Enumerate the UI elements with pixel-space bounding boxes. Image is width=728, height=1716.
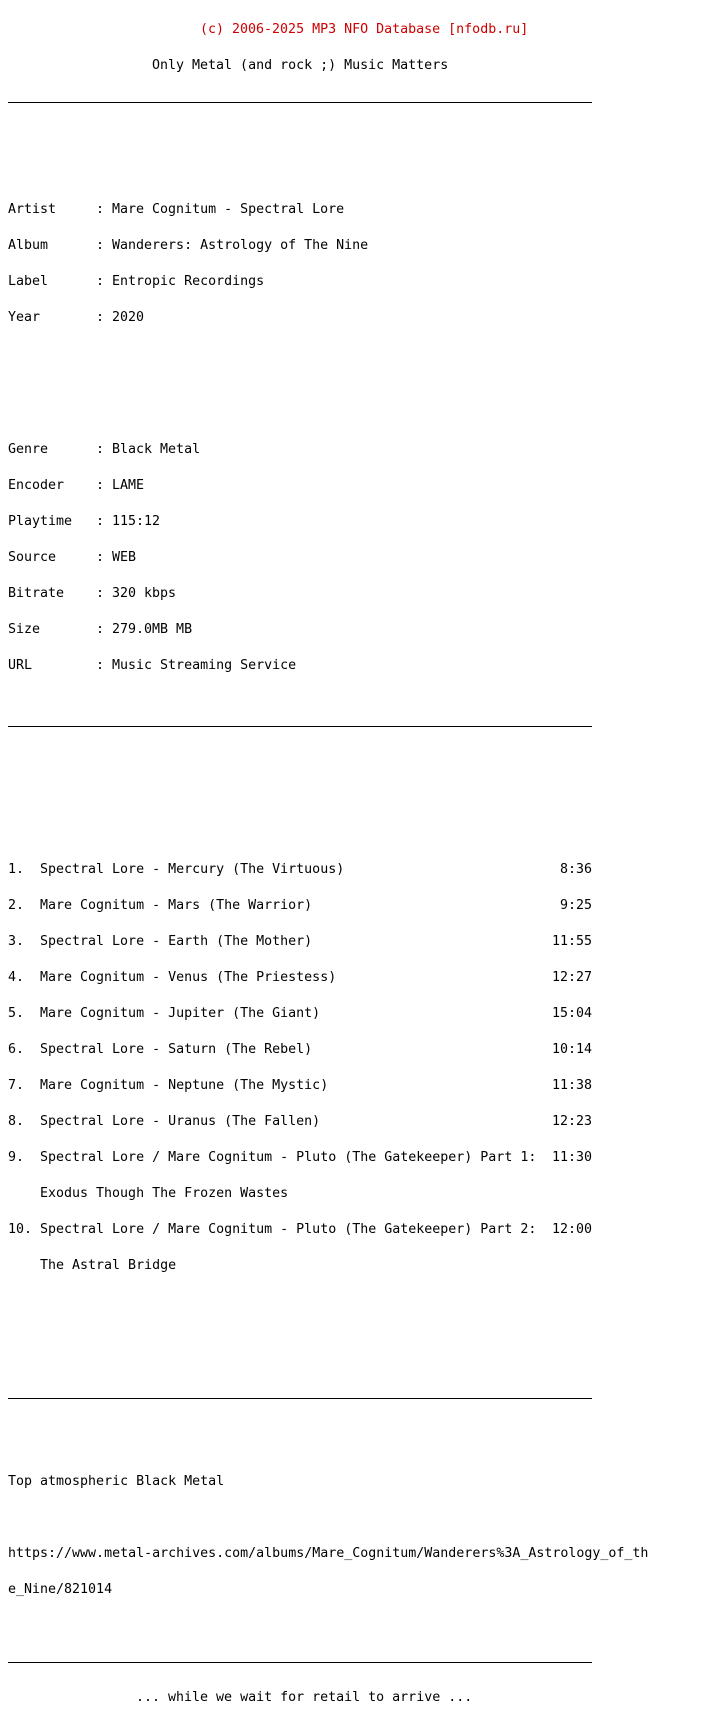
track-title: Spectral Lore - Mercury (The Virtuous) <box>40 862 345 877</box>
divider <box>8 1392 648 1404</box>
label-row: Label : Entropic Recordings <box>8 274 265 289</box>
metal-archives-link-line1[interactable]: https://www.metal-archives.com/albums/Mare_Cognitum/Wanderers%3A_Astrology_of_th <box>8 1546 649 1561</box>
source-value: WEB <box>112 550 137 565</box>
genre-value: Black Metal <box>112 442 201 457</box>
url-value: Music Streaming Service <box>112 658 297 673</box>
encoder-row: Encoder : LAME <box>8 478 145 493</box>
tagline: Only Metal (and rock ;) Music Matters <box>152 58 449 73</box>
bitrate-label: Bitrate <box>8 586 65 601</box>
divider <box>8 720 648 732</box>
track-row <box>8 1152 648 1164</box>
track-duration: 11:30 <box>551 1150 592 1165</box>
track-row-continuation <box>8 1188 648 1200</box>
track-row <box>8 1080 648 1092</box>
release-info <box>8 180 648 348</box>
track-row <box>8 1224 648 1236</box>
track-row-continuation <box>8 1260 648 1272</box>
bitrate-row: Bitrate : 320 kbps <box>8 586 177 601</box>
track-title: Spectral Lore - Earth (The Mother) <box>40 934 313 949</box>
encoder-label: Encoder <box>8 478 65 493</box>
divider <box>8 96 648 108</box>
track-number: 9. <box>8 1150 25 1165</box>
track-number: 10. <box>8 1222 33 1237</box>
track-title: Spectral Lore / Mare Cognitum - Pluto (The Gatekeeper) Part 1: <box>40 1150 537 1165</box>
track-title: Spectral Lore / Mare Cognitum - Pluto (The Gatekeeper) Part 2: <box>40 1222 537 1237</box>
album-label: Album <box>8 238 49 253</box>
tracklist <box>8 840 648 1296</box>
track-number: 4. <box>8 970 25 985</box>
encoder-value: LAME <box>112 478 145 493</box>
track-title: Mare Cognitum - Mars (The Warrior) <box>40 898 313 913</box>
bitrate-value: 320 kbps <box>112 586 177 601</box>
artist-value: Mare Cognitum - Spectral Lore <box>112 202 345 217</box>
track-duration: 10:14 <box>551 1042 592 1057</box>
album-value: Wanderers: Astrology of The Nine <box>112 238 369 253</box>
track-row <box>8 1116 648 1128</box>
source-row: Source : WEB <box>8 550 137 565</box>
track-title: Spectral Lore - Saturn (The Rebel) <box>40 1042 313 1057</box>
size-label: Size <box>8 622 41 637</box>
track-duration: 11:55 <box>551 934 592 949</box>
label-value: Entropic Recordings <box>112 274 265 289</box>
url-row: URL : Music Streaming Service <box>8 658 297 673</box>
album-row: Album : Wanderers: Astrology of The Nine <box>8 238 369 253</box>
playtime-label: Playtime <box>8 514 73 529</box>
track-duration: 8:36 <box>559 862 592 877</box>
description: Top atmospheric Black Metal <box>8 1474 225 1489</box>
track-duration: 11:38 <box>551 1078 592 1093</box>
track-row <box>8 1044 648 1056</box>
label-label: Label <box>8 274 49 289</box>
track-number: 5. <box>8 1006 25 1021</box>
track-duration: 12:23 <box>551 1114 592 1129</box>
track-title-continuation: Exodus Though The Frozen Wastes <box>40 1186 289 1201</box>
track-number: 2. <box>8 898 25 913</box>
track-duration: 15:04 <box>551 1006 592 1021</box>
track-duration: 12:27 <box>551 970 592 985</box>
footer-text: ... while we wait for retail to arrive ... <box>136 1690 473 1705</box>
genre-label: Genre <box>8 442 49 457</box>
track-number: 1. <box>8 862 25 877</box>
track-title: Mare Cognitum - Neptune (The Mystic) <box>40 1078 329 1093</box>
track-row <box>8 936 648 948</box>
url-label: URL <box>8 658 33 673</box>
playtime-row: Playtime : 115:12 <box>8 514 161 529</box>
track-number: 6. <box>8 1042 25 1057</box>
metal-archives-link-line2[interactable]: e_Nine/821014 <box>8 1582 113 1597</box>
playtime-value: 115:12 <box>112 514 161 529</box>
track-title: Mare Cognitum - Venus (The Priestess) <box>40 970 337 985</box>
artist-label: Artist <box>8 202 57 217</box>
track-row <box>8 900 648 912</box>
divider <box>8 1656 648 1668</box>
size-value: 279.0MB MB <box>112 622 193 637</box>
track-row <box>8 864 648 876</box>
year-row: Year : 2020 <box>8 310 145 325</box>
track-duration: 12:00 <box>551 1222 592 1237</box>
track-title: Mare Cognitum - Jupiter (The Giant) <box>40 1006 321 1021</box>
size-row: Size : 279.0MB MB <box>8 622 193 637</box>
genre-row: Genre : Black Metal <box>8 442 201 457</box>
source-label: Source <box>8 550 57 565</box>
track-duration: 9:25 <box>559 898 592 913</box>
track-number: 8. <box>8 1114 25 1129</box>
year-value: 2020 <box>112 310 145 325</box>
track-row <box>8 1008 648 1020</box>
track-number: 3. <box>8 934 25 949</box>
track-title: Spectral Lore - Uranus (The Fallen) <box>40 1114 321 1129</box>
track-number: 7. <box>8 1078 25 1093</box>
tech-info <box>8 420 648 696</box>
track-row <box>8 972 648 984</box>
track-title-continuation: The Astral Bridge <box>40 1258 177 1273</box>
nfo-document <box>8 0 648 1716</box>
year-label: Year <box>8 310 41 325</box>
copyright-line: (c) 2006-2025 MP3 NFO Database [nfodb.ru] <box>200 22 529 37</box>
artist-row: Artist : Mare Cognitum - Spectral Lore <box>8 202 345 217</box>
